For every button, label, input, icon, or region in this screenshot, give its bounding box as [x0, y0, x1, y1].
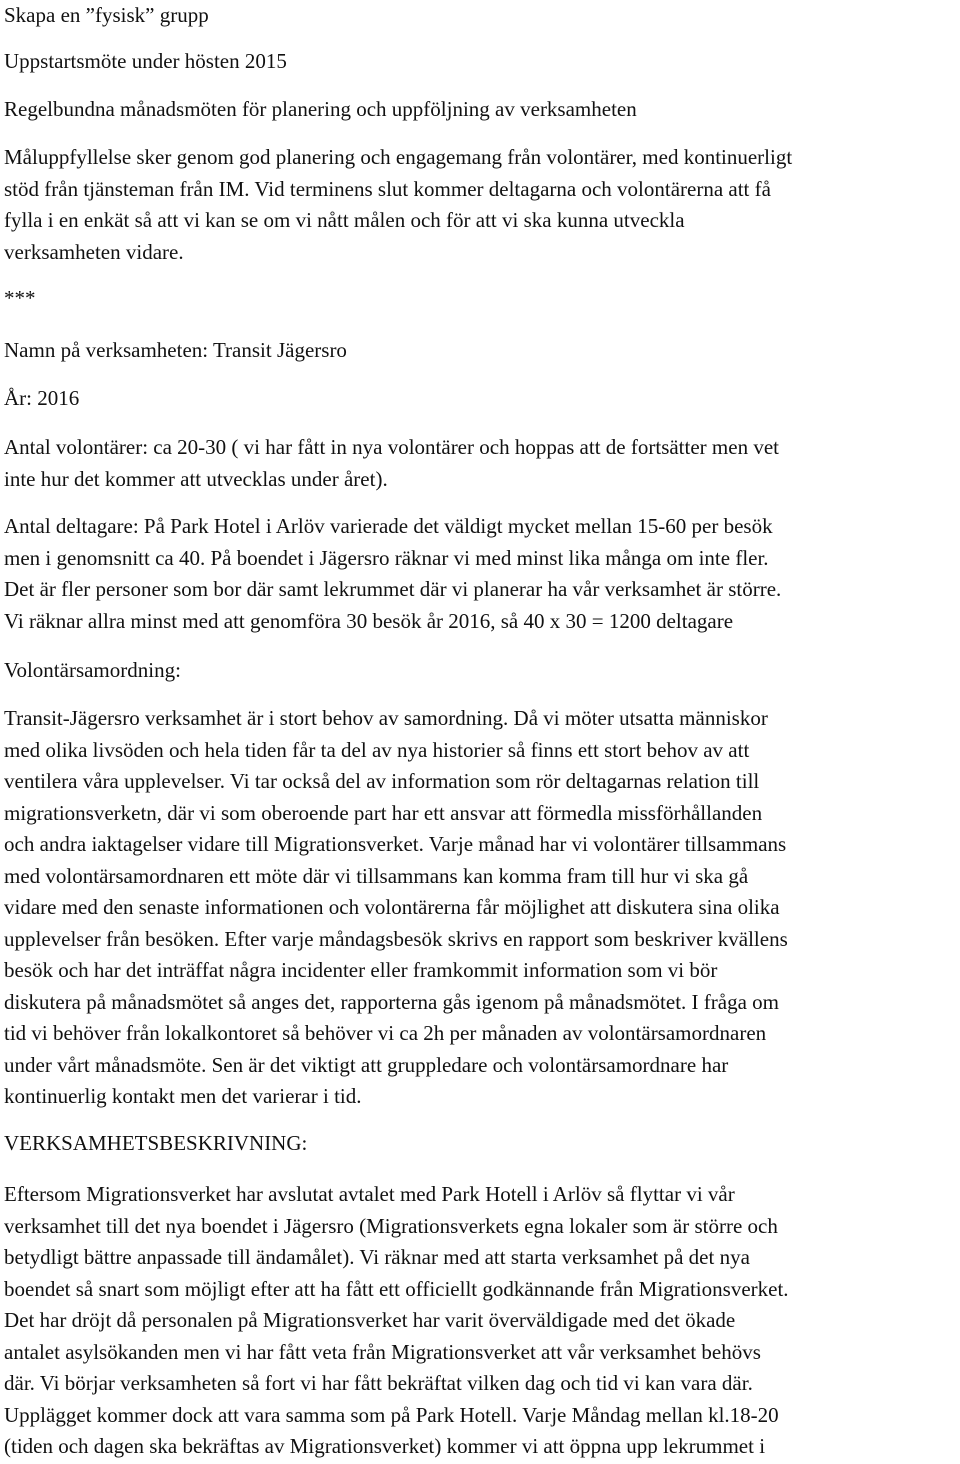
text-line: Måluppfyllelse sker genom god planering och engagemang från volontärer, med kontinuerligt	[4, 145, 793, 169]
text-line: vidare med den senaste informationen och volontärerna får möjlighet att diskutera sina olika	[4, 895, 780, 919]
coordination-paragraph	[4, 703, 952, 1113]
meetings-line	[4, 94, 952, 126]
text-line: VERKSAMHETSBESKRIVNING:	[4, 1131, 308, 1155]
text-line: ***	[4, 286, 36, 310]
heading	[4, 0, 952, 32]
text-line: boendet så snart som möjligt efter att ha fått ett officiellt godkännande från Migrationsverket.	[4, 1276, 789, 1301]
text-line: och andra iaktagelser vidare till Migrationsverket. Varje månad har vi volontärer tillsammans	[4, 832, 787, 856]
year-line	[4, 383, 952, 415]
text-line: ventilera våra upplevelser. Vi tar också del av information som rör deltagarnas relation till	[4, 769, 760, 793]
text-line: men i genomsnitt ca 40. På boendet i Jägersro räknar vi med minst lika många om inte fler.	[4, 545, 769, 570]
activity-name	[4, 335, 952, 367]
text-line: verksamheten vidare.	[4, 239, 184, 264]
text-line: Volontärsamordning:	[4, 658, 181, 682]
text-line: inte hur det kommer att utvecklas under året).	[4, 466, 388, 491]
text-line: upplevelser från besöken. Efter varje måndagsbesök skrivs en rapport som beskriver kvällens	[4, 926, 788, 951]
text-line: Skapa en ”fysisk” grupp	[4, 3, 209, 27]
separator	[4, 283, 952, 315]
text-line: Vi räknar allra minst med att genomföra 30 besök år 2016, så 40 x 30 = 1200 deltagare	[4, 608, 734, 633]
text-line: Regelbundna månadsmöten för planering och uppföljning av verksamheten	[4, 97, 637, 121]
volunteers-paragraph	[4, 432, 952, 495]
text-line: Antal deltagare: På Park Hotel i Arlöv varierade det väldigt mycket mellan 15-60 per besök	[4, 514, 773, 538]
text-line: med volontärsamordnaren ett möte där vi tillsammans kan komma fram till hur vi ska gå	[4, 863, 749, 888]
text-line: Namn på verksamheten: Transit Jägersro	[4, 338, 347, 362]
text-line: där. Vi börjar verksamheten så fort vi har fått bekräftat vilken dag och tid vi kan vara där.	[4, 1371, 753, 1395]
text-line: migrationsverketn, där vi som oberoende part har ett ansvar att förmedla missförhållanden	[4, 800, 763, 825]
text-line: under vårt månadsmöte. Sen är det viktigt att gruppledare och volontärsamordnare har	[4, 1052, 729, 1077]
text-line: antalet asylsökanden men vi har fått veta från Migrationsverket att vår verksamhet behövs	[4, 1339, 761, 1364]
participants-paragraph	[4, 511, 952, 637]
text-line: med olika livsöden och hela tiden får ta del av nya historier så finns ett stort behov av att	[4, 737, 750, 762]
text-line: kontinuerlig kontakt men det varierar i tid.	[4, 1084, 362, 1108]
text-line: Antal volontärer: ca 20-30 ( vi har fått in nya volontärer och hoppas att de fortsätter men vet	[4, 435, 779, 459]
goals-paragraph	[4, 142, 952, 268]
startup-line	[4, 46, 952, 78]
description-paragraph	[4, 1179, 952, 1463]
text-line: Eftersom Migrationsverket har avslutat avtalet med Park Hotell i Arlöv så flyttar vi vår	[4, 1182, 735, 1206]
text-line: tid vi behöver från lokalkontoret så behöver vi ca 2h per månaden av volontärsamordnaren	[4, 1021, 767, 1045]
text-line: verksamhet till det nya boendet i Jägersro (Migrationsverkets egna lokaler som är större och	[4, 1213, 778, 1238]
text-line: Upplägget kommer dock att vara samma som på Park Hotell. Varje Måndag mellan kl.18-20	[4, 1402, 779, 1427]
text-line: betydligt bättre anpassade till ändamålet). Vi räknar med att starta verksamhet på det nya	[4, 1245, 750, 1269]
text-line: Uppstartsmöte under hösten 2015	[4, 49, 287, 73]
text-line: (tiden och dagen ska bekräftas av Migrationsverket) kommer vi att öppna upp lekrummet i	[4, 1434, 766, 1458]
text-line: besök och har det inträffat några incidenter eller framkommit information som vi bör	[4, 958, 718, 982]
description-heading	[4, 1128, 952, 1160]
text-line: Transit-Jägersro verksamhet är i stort behov av samordning. Då vi möter utsatta människor	[4, 706, 768, 730]
text-line: Det har dröjt då personalen på Migrationsverket har varit överväldigade med det ökade	[4, 1308, 736, 1332]
coordination-heading	[4, 655, 952, 687]
text-line: diskutera på månadsmötet så anges det, rapporterna gås igenom på månadsmötet. I fråga om	[4, 989, 779, 1014]
text-line: Det är fler personer som bor där samt lekrummet där vi planerar ha vår verksamhet är större.	[4, 577, 782, 601]
text-line: stöd från tjänsteman från IM. Vid terminens slut kommer deltagarna och volontärerna att få	[4, 176, 771, 201]
text-line: fylla i en enkät så att vi kan se om vi nått målen och för att vi ska kunna utveckla	[4, 208, 685, 232]
text-line: År: 2016	[4, 386, 80, 410]
